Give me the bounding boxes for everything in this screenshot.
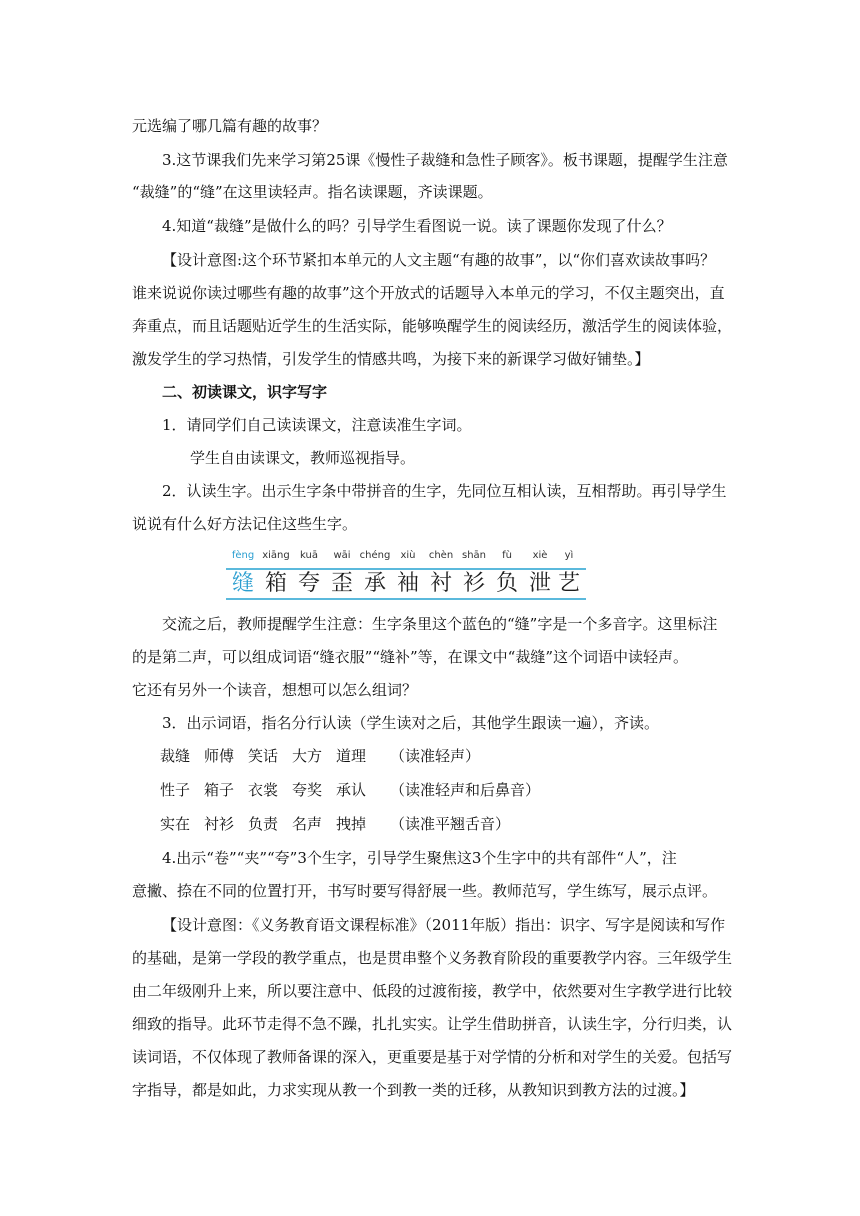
design-intent-line: 谁来说说你读过哪些有趣的故事”这个开放式的话题导入本单元的学习，不仅主题突出，直: [132, 284, 725, 302]
paragraph-line: 交流之后，教师提醒学生注意：生字条里这个蓝色的“缝”字是一个多音字。这里标注: [162, 615, 718, 633]
paragraph-line: 学生自由读课文，教师巡视指导。: [190, 449, 416, 467]
hanzi-label: 负: [495, 571, 518, 596]
vocab-word: 负责: [248, 815, 279, 833]
vocab-note: （读准平翘舌音）: [390, 815, 511, 833]
hanzi-label: 艺: [557, 571, 580, 596]
pinyin-label: wāi: [333, 550, 351, 561]
vocab-word: 衣裳: [248, 781, 279, 799]
design-intent-line: 【设计意图:这个环节紧扣本单元的人文主题“有趣的故事”，以“你们喜欢读故事吗？: [162, 251, 716, 269]
paragraph-line: 4.知道“裁缝”是做什么的吗？引导学生看图说一说。读了课题你发现了什么？: [162, 217, 672, 235]
design-intent-line: 【设计意图：《义务教育语文课程标准》（2011年版）指出：识字、写字是阅读和写作: [162, 916, 726, 934]
vocab-word: 拽掉: [336, 815, 367, 833]
vocab-row: [160, 746, 580, 766]
char-item: [391, 540, 425, 600]
vocab-row: [160, 814, 580, 834]
vocab-word: 师傅: [204, 747, 235, 765]
design-intent-line: 奔重点，而且话题贴近学生的生活实际，能够唤醒学生的阅读经历，激活学生的阅读体验，: [132, 317, 732, 335]
paragraph-line: “裁缝”的“缝”在这里读轻声。指名读课题，齐读课题。: [132, 183, 493, 201]
vocab-word: 名声: [292, 815, 323, 833]
vocab-word: 性子: [160, 781, 191, 799]
vocab-word: 承认: [336, 781, 367, 799]
char-item: [292, 540, 326, 600]
pinyin-label: xiù: [400, 550, 416, 561]
design-intent-line: 的基础，是第一学段的教学重点，也是贯串整个义务教育阶段的重要教学内容。三年级学生: [132, 949, 732, 967]
vocab-word: 道理: [336, 747, 367, 765]
design-intent-line: 由二年级刚升上来，所以要注意中、低段的过渡衔接，教学中，依然要对生字教学进行比较: [132, 982, 732, 1000]
vocab-note: （读准轻声）: [390, 747, 481, 765]
char-item: [325, 540, 359, 600]
design-intent-line: 细致的指导。此环节走得不急不躁，扎扎实实。让学生借助拼音，认读生字，分行归类，认: [132, 1015, 732, 1033]
hanzi-label: 泄: [528, 571, 551, 596]
paragraph-line: 它还有另外一个读音，想想可以怎么组词？: [132, 681, 418, 699]
pinyin-label: kuā: [300, 550, 318, 561]
paragraph-line: 3．出示词语，指名分行认读（学生读对之后，其他学生跟读一遍），齐读。: [162, 714, 660, 732]
vocab-word: 夸奖: [292, 781, 323, 799]
vocab-word: 实在: [160, 815, 191, 833]
paragraph-line: 3.这节课我们先来学习第25课《慢性子裁缝和急性子顾客》。板书课题，提醒学生注意: [162, 151, 728, 169]
hanzi-label: 袖: [396, 571, 419, 596]
hanzi-label: 夸: [297, 571, 320, 596]
char-item: [552, 540, 586, 600]
paragraph-line: 意撇、捺在不同的位置打开，书写时要写得舒展一些。教师范写，学生练写，展示点评。: [132, 882, 718, 900]
design-intent-line: 激发学生的学习热情，引发学生的情感共鸣，为接下来的新课学习做好铺垫。】: [132, 350, 650, 368]
pinyin-label: chèn: [428, 550, 454, 561]
paragraph-line: 4.出示“卷”“夹”“夸”3个生字，引导学生聚焦这3个生字中的共有部件“人”，注: [162, 849, 677, 867]
pinyin-label: xiè: [532, 550, 548, 561]
hanzi-label: 歪: [330, 571, 353, 596]
hanzi-label: 缝: [231, 571, 254, 596]
paragraph-line: 说说有什么好方法记住这些生字。: [132, 515, 358, 533]
paragraph-line: 2．认读生字。出示生字条中带拼音的生字，先同位互相认读，互相帮助。再引导学生: [162, 482, 727, 500]
char-item: [226, 540, 260, 600]
pinyin-label: xiāng: [262, 550, 290, 561]
design-intent-line: 读词语，不仅体现了教师备课的深入，更重要是基于对学情的分析和对学生的关爱。包括写: [132, 1048, 732, 1066]
vocab-row: [160, 780, 580, 800]
char-item: [358, 540, 392, 600]
paragraph-line: 元选编了哪几篇有趣的故事？: [132, 117, 328, 135]
pinyin-label: chéng: [359, 550, 391, 561]
vocab-word: 大方: [292, 747, 323, 765]
char-item: [457, 540, 491, 600]
paragraph-line: 的是第二声，可以组成词语“缝衣服”“缝补”等，在课文中“裁缝”这个词语中读轻声。: [132, 648, 689, 666]
new-characters-strip: [226, 540, 586, 600]
char-item: [259, 540, 293, 600]
hanzi-label: 箱: [264, 571, 287, 596]
hanzi-label: 衬: [429, 571, 452, 596]
hanzi-label: 承: [363, 571, 386, 596]
char-item: [424, 540, 458, 600]
pinyin-label: fù: [502, 550, 512, 561]
vocab-word: 箱子: [204, 781, 235, 799]
vocab-word: 衬衫: [204, 815, 235, 833]
pinyin-label: fèng: [231, 550, 255, 561]
design-intent-line: 字指导，都是如此，力求实现从教一个到教一类的迁移，从教知识到教方法的过渡。】: [132, 1081, 695, 1099]
vocab-note: （读准轻声和后鼻音）: [390, 781, 541, 799]
paragraph-line: 1．请同学们自己读读课文，注意读准生字词。: [162, 416, 472, 434]
section-heading: 二、初读课文，识字写字: [162, 383, 328, 401]
vocab-word: 裁缝: [160, 747, 191, 765]
hanzi-label: 衫: [462, 571, 485, 596]
pinyin-label: shān: [461, 550, 486, 561]
vocab-word: 笑话: [248, 747, 279, 765]
pinyin-label: yì: [564, 550, 574, 561]
char-item: [490, 540, 524, 600]
